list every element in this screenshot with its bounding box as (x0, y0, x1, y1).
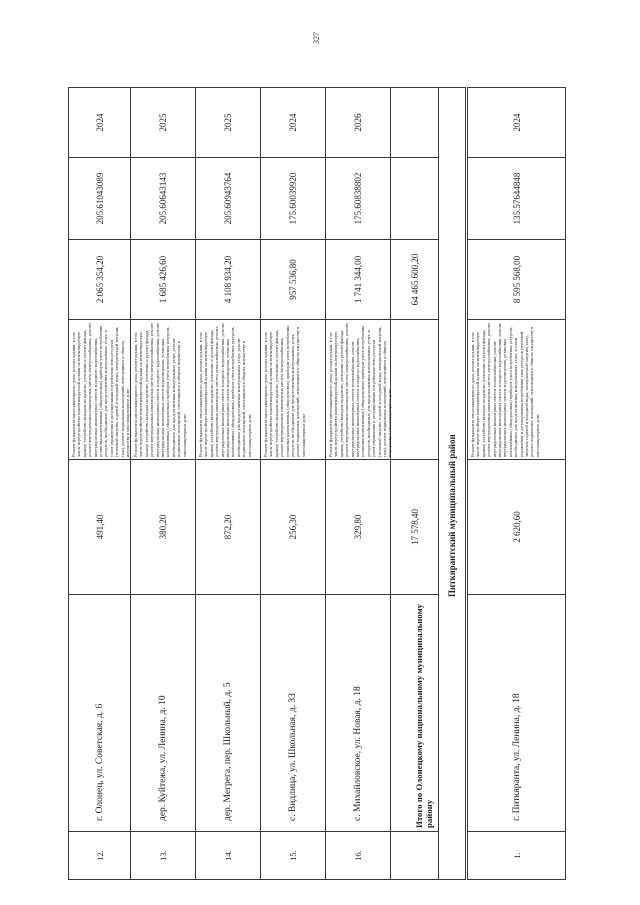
row-number: 12. (69, 832, 131, 880)
empty-cell (391, 320, 439, 460)
works-text: Ремонт фундамента многоквартирного дома, ремонт крыши, в том числе переустройство невентилируемой крыши на вентилируемую крышу, устройство выходов на кровлю, утепление и ремонт фасада, ремонт внутридомовых инженерных систем теплоснабжения, ремонт внутридомовых инженерных систем холодного водоснабжения, ремонт внутридомовых инженерных систем водоотведения, установка коллективных (общедомовых) приборов учета потребления ресурсов, необходимых для предоставления коммунальных услуг, ремонт подвальных помещений, относящихся к общему имуществу в многоквартирном доме (198, 323, 252, 457)
year-cell: 2024 (467, 88, 566, 158)
works-cell (467, 320, 566, 460)
works-text: Ремонт фундамента многоквартирного дома, ремонт крыши, в том числе переустройство невентилируемой крыши на вентилируемую крышу, устройство выходов на кровлю, утепление и ремонт фасада, ремонт внутридомовых инженерных систем электроснабжения, ремонт внутридомовых инженерных систем холодного водоснабжения, установка коллективных (общедомовых) приборов учета потребления ресурсов, необходимых для предоставления коммунальных услуг, и узлов управления и регулирования потребления этих ресурсов (тепловой энергии, горячей и холодной воды, электрической энергии, газа), ремонт подвальных помещений, относящихся к общему имуществу в многоквартирном доме (71, 322, 131, 457)
total-area-cell: 17 578,40 (391, 460, 439, 595)
area-cell: 872,20 (196, 460, 261, 595)
works-cell (131, 320, 196, 460)
cost-cell: 4 108 934,20 (196, 240, 261, 320)
cost-cell: 8 595 568,00 (467, 240, 566, 320)
table-row (69, 88, 131, 880)
row-number: 13. (131, 832, 196, 880)
row-number: 14. (196, 832, 261, 880)
works-cell (326, 320, 391, 460)
works-text: Ремонт фундамента многоквартирного дома, ремонт крыши, в том числе переустройство невентилируемой крыши на вентилируемую крышу, устройство выходов на кровлю, утепление и ремонт фасада, ремонт внутридомовых инженерных систем электроснабжения, ремонт внутридомовых инженерных систем теплоснабжения, ремонт внутридомовых инженерных систем холодного водоснабжения, установка коллективных (общедомовых) приборов учета потребления ресурсов, необходимых для предоставления коммунальных услуг, и узлов управления и регулирования потребления этих ресурсов (тепловой энергии, горячей и холодной воды, электрической энергии, газа), ремонт подвальных помещений, относящихся к общему имуществу в многоквартирном доме (328, 322, 393, 457)
area-cell: 329,80 (326, 460, 391, 595)
table-row (326, 88, 391, 880)
address-cell: г. Питкяранта, ул. Ленина, д. 18 (467, 595, 566, 832)
area-cell: 380,20 (131, 460, 196, 595)
page-number: 327 (312, 32, 321, 44)
empty-cell (391, 88, 439, 158)
address-cell: с. Михайловское, ул. Новая, д. 18 (326, 595, 391, 832)
cost-cell: 2 065 354,20 (69, 240, 131, 320)
code-cell: 205.60643143 (131, 158, 196, 240)
year-cell: 2024 (69, 88, 131, 158)
area-cell: 256,30 (261, 460, 326, 595)
code-cell: 175.60039920 (261, 158, 326, 240)
works-cell (196, 320, 261, 460)
year-cell: 2025 (131, 88, 196, 158)
works-text: Ремонт фундамента многоквартирного дома, ремонт крыши, в том числе переустройство невентилируемой крыши на вентилируемую крышу, устройство выходов на кровлю, утепление и ремонт фасада, ремонт внутридомовых инженерных систем электроснабжения, ремонт внутридомовых инженерных систем холодного водоснабжения, ремонт внутридомовых инженерных систем водоотведения, установка коллективных (общедомовых) приборов учета потребления ресурсов, необходимых для предоставления коммунальных услуг, ремонт подвальных помещений, относящихся к общему имуществу в многоквартирном доме (133, 322, 187, 457)
year-cell: 2025 (196, 88, 261, 158)
address-cell: дер. Куйтежа, ул. Ленина, д. 10 (131, 595, 196, 832)
code-cell: 205.60943764 (196, 158, 261, 240)
area-cell: 491,40 (69, 460, 131, 595)
district-total-label: Итого по Олонецкому национальному муниципальному району (391, 595, 439, 832)
table-row (467, 88, 566, 880)
row-number: 15. (261, 832, 326, 880)
empty-cell (391, 158, 439, 240)
works-cell (69, 320, 131, 460)
address-cell: дер. Мегрега, пер. Школьный, д. 5 (196, 595, 261, 832)
row-number: 16. (326, 832, 391, 880)
cost-cell: 1 741 344,00 (326, 240, 391, 320)
table-row (131, 88, 196, 880)
address-cell: г. Олонец, ул. Советская, д. 6 (69, 595, 131, 832)
cost-cell: 957 536,80 (261, 240, 326, 320)
code-cell: 135.57644848 (467, 158, 566, 240)
year-cell: 2024 (261, 88, 326, 158)
code-cell: 175.60838802 (326, 158, 391, 240)
works-cell (261, 320, 326, 460)
address-cell: с. Видлица, ул. Школьная, д. 33 (261, 595, 326, 832)
district-total-row (391, 88, 439, 880)
repair-table (68, 87, 566, 880)
table-row (196, 88, 261, 880)
year-cell: 2026 (326, 88, 391, 158)
works-text: Ремонт фундамента многоквартирного дома, ремонт крыши, в том числе переустройство невентилируемой крыши на вентилируемую крышу, устройство выходов на кровлю, утепление и ремонт фасада, ремонт внутридомовых инженерных систем электроснабжения, установка коллективных (общедомовых) приборов учета потребления ресурсов, необходимых для предоставления коммунальных услуг, ремонт подвальных помещений, относящихся к общему имуществу в многоквартирном доме (263, 325, 306, 457)
table-row (261, 88, 326, 880)
cost-cell: 1 685 426,60 (131, 240, 196, 320)
section-header-row (439, 88, 467, 880)
section-title: Питкярантский муниципальный район (439, 88, 467, 880)
empty-cell (391, 832, 439, 880)
area-cell: 2 620,60 (467, 460, 566, 595)
works-text: Ремонт фундамента многоквартирного дома, ремонт крыши, в том числе переустройство невентилируемой крыши на вентилируемую крышу, устройство выходов на кровлю, утепление и ремонт фасада, ремонт внутридомовых инженерных систем электроснабжения, ремонт внутридомовых инженерных систем теплоснабжения, ремонт внутридомовых инженерных систем холодного водоснабжения, ремонт внутридомовых инженерных систем водоотведения, установка коллективных (общедомовых) приборов учета потребления ресурсов, необходимых для предоставления коммунальных услуг, и узлов управления и регулирования потребления этих ресурсов (тепловой энергии, горячей и холодной воды, электрической энергии, газа), ремонт подвальных помещений, относящихся к общему имуществу в многоквартирном доме (470, 322, 540, 457)
row-number: 1. (467, 832, 566, 880)
total-cost-cell: 64 465 600,20 (391, 240, 439, 320)
code-cell: 205.61043089 (69, 158, 131, 240)
